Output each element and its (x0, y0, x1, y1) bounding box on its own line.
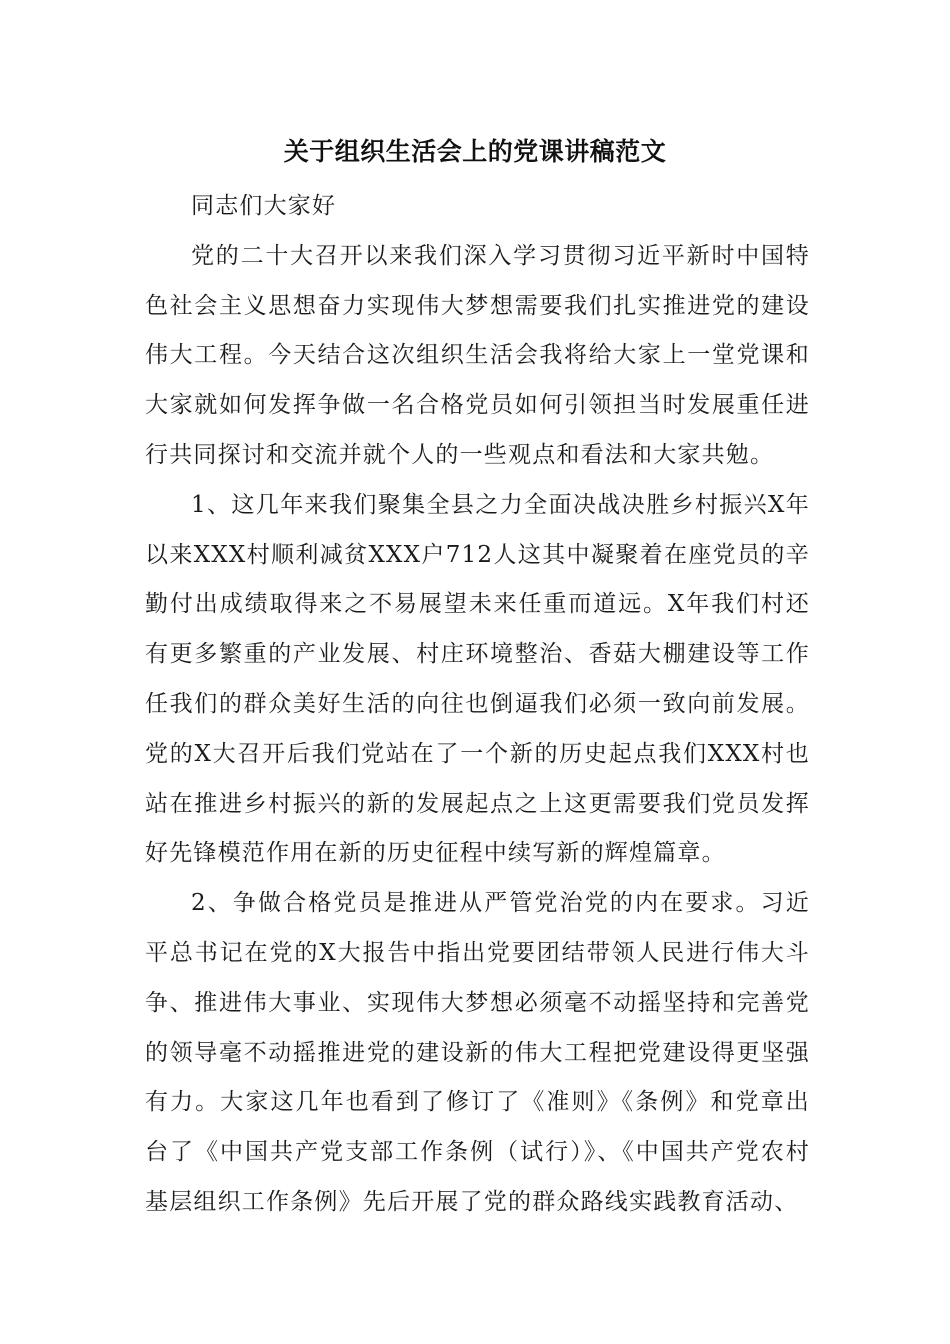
paragraph-greeting: 同志们大家好 (191, 193, 337, 219)
paragraph-point-2: 2、争做合格党员是推进从严管党治党的内在要求。习近平总书记在党的X大报告中指出党要团结带领人民进行伟大斗争、推进伟大事业、实现伟大梦想必须毫不动摇坚持和完善党的领导毫不动摇推进党的建设新的伟大工程把党建设得更坚强有力。大家这几年也看到了修订了《准则》《条例》和党章出台了《中国共产党支部工作条例（试行）》、《中国共产党农村基层组织工作条例》先后开展了党的群众路线实践教育活动、 (145, 890, 810, 1215)
document-title: 关于组织生活会上的党课讲稿范文 (283, 137, 667, 166)
paragraph-point-1: 1、这几年来我们聚集全县之力全面决战决胜乡村振兴X年以来XXX村顺利减贫XXX户712人这其中凝聚着在座党员的辛勤付出成绩取得来之不易展望未来任重而道远。X年我们村还有更多繁重的产业发展、村庄环境整治、香菇大棚建设等工作任我们的群众美好生活的向往也倒逼我们必须一致向前发展。党的X大召开后我们党站在了一个新的历史起点我们XXX村也站在推进乡村振兴的新的发展起点之上这更需要我们党员发挥好先锋模范作用在新的历史征程中续写新的辉煌篇章。 (145, 491, 810, 867)
document-body (145, 182, 810, 1228)
paragraph-intro: 党的二十大召开以来我们深入学习贯彻习近平新时中国特色社会主义思想奋力实现伟大梦想需要我们扎实推进党的建设伟大工程。今天结合这次组织生活会我将给大家上一堂党课和大家就如何发挥争做一名合格党员如何引领担当时发展重任进行共同探讨和交流并就个人的一些观点和看法和大家共勉。 (145, 242, 810, 468)
